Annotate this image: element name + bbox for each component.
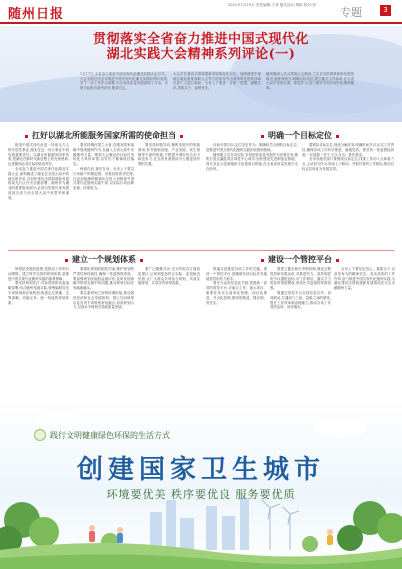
- article-paragraph: 目标引领方向,定位决定作为。明确科学合理的目标定位,是推进中国式现代化随州实践的前提和基础。: [206, 143, 298, 152]
- section-heading: 建设一个管控平台: [204, 254, 396, 265]
- article-paragraph: 推进中国式现代化是一项前无古人的开创性事业,湖北在这一伟大事业中肩负着重要责任。以湖北所能服务国家所需,是湖北在新时代新征程上的光荣使命,也是随州必须扛起的政治责任。: [8, 143, 69, 167]
- article-paragraph: 要建立健全督办考核机制,强化过程管控和结果运用,对推进有力、成效明显的予以通报表扬,对工作滞后、落实不力的及时督促整改,形成比学赶超的浓厚氛围。: [270, 267, 331, 291]
- article-paragraph: 全省奋力推进中国式现代化湖北实践大会,深刻阐述了湖北在全国大局中的地位和作用,对加快建设全国构建新发展格局先行区作出全面部署。随州作为湖北的重要组成部分,必须自觉把自身发展放到全省乃至全国大局中来思考和谋划。: [8, 166, 69, 200]
- heading-marker: [65, 259, 68, 262]
- heading-marker: [336, 259, 339, 262]
- article-paragraph: 要注重规划之间的协调衔接,推动国民经济和社会发展规划、国土空间规划以及各类专项规划有机融合,形成规划合力,以高水平规划引领高质量发展。: [73, 290, 134, 310]
- section-heading: 明确一个目标定位: [204, 130, 396, 141]
- article-paragraph: 使命在肩,重任在身。全市上下要以只争朝夕的紧迫感、舍我其谁的责任感,以更加饱满的精神状态投入到推进中国式现代化随州实践中来,以实际行动诠释忠诚、体现担当。: [73, 166, 134, 191]
- heading-marker: [261, 135, 264, 138]
- article-paragraph: 随州要立足自身实际,坚持把高质量发展作为首要任务,聚焦打造汉襄肱骨区域性中心城市,加快建设先进制造业基地、现代农业示范基地和文化旅游目的地,在全省高质量发展中走在前列。: [206, 152, 298, 171]
- heading-marker: [140, 259, 143, 262]
- article-paragraph: 要强化规划的刚性约束,维护规划的严肃性和权威性,确保一张蓝图管到底。要加强规划实施的监测评估,及时发现和解决规划实施中的问题,推动规划目标任务落地落实。: [73, 267, 134, 291]
- article-paragraph: 要坚持胸怀国之大者,在服务国家战略中展现随州作为,在融入全省大局中贡献随州力量。要把大会确定的目标任务转化为具体举措,以钉钉子精神抓好落实。: [73, 143, 134, 167]
- article-column: [8, 143, 69, 248]
- ad-subtitle: 践行文明健康绿色环保的生活方式: [50, 431, 170, 440]
- section-heading: 扛好以湖北所能服务国家所需的使命担当: [8, 130, 200, 141]
- ad-title: 创建国家卫生城市: [76, 455, 325, 485]
- article-column: [270, 267, 331, 389]
- article-paragraph: 全市上下要坚定信心、真抓实干,以奋发有为的精神状态、务实高效的工作作风,奋力推进中国式现代化随州实践,为湖北建设全国构建新发展格局先行区贡献随州力量。: [334, 267, 395, 291]
- article-column: [206, 267, 267, 389]
- section-heading: 建立一个规划体系: [8, 254, 200, 265]
- article-column: [8, 267, 69, 389]
- article-column: [138, 267, 200, 389]
- article-paragraph: 抓落实是推进各项工作的关键。建设一个管控平台,是确保各项目标任务落地见效的有力抓手。: [206, 267, 267, 281]
- article-column: [73, 267, 134, 389]
- heading-marker: [180, 135, 183, 138]
- heading-marker: [25, 135, 28, 138]
- article-paragraph: 要紧扣目标定位,细化分解任务,明确时间节点,压实工作责任,确保各项工作有序推进、落地见效。要坚持一张蓝图绘到底,一任接着一任干,久久为功、善作善成。: [302, 143, 394, 157]
- intro-paragraph: 大会对在建设全国构建新发展格局先行区、加快建成中部地区崛起重要战略支点等方面取得突出成绩的先进集体和先进个人进行表彰。全省上下要进一步统一思想、凝聚共识,真抓实干、奋勇争先。: [173, 72, 261, 90]
- proofreader-credit: 校对:刘: [303, 3, 316, 7]
- issue-date: 2021年1月19日: [228, 3, 255, 7]
- section-label: 专题: [340, 6, 362, 19]
- editor-credit: 责任编辑:王菲: [255, 3, 279, 7]
- feature-headline-line1: 贯彻落实全省奋力推进中国式现代化: [92, 32, 309, 47]
- feature-headline-line2: 湖北实践大会精神系列评论(一): [106, 47, 296, 62]
- article-paragraph: 要坚持规划先行,对标国家和省委战略部署,结合随州发展实际,统筹编制各类专项规划和区域规划,构建定位准确、边界清晰、功能互补、统一衔接的规划体系。: [8, 281, 69, 305]
- page-number: 3: [380, 5, 391, 16]
- skyline-icon: [150, 498, 249, 550]
- designer-credit: 版式设计:胡盼: [279, 3, 303, 7]
- ad-slogan: 环境要优美 秩序要优良 服务要优质: [106, 488, 296, 501]
- intro-paragraph: 1月17日,全省奋力推进中国式现代化湖北实践大会召开。大会全面总结全省推进中国式现代化湖北实践取得的成绩,对下一步工作作出部署,为全省高质量发展指明了方向。本报今起推出系列评论,敬请关注。: [80, 72, 168, 90]
- heading-marker: [261, 259, 264, 262]
- article-column: [206, 143, 298, 248]
- newspaper-logo: 随州日报: [8, 7, 65, 22]
- masthead: [0, 0, 402, 24]
- issue-meta: [228, 3, 338, 8]
- wind-turbine-icon: [262, 500, 299, 550]
- article-column: [138, 143, 200, 248]
- article-column: [334, 267, 395, 389]
- article-paragraph: 要广泛凝聚共识,充分听取各方面意见建议,让规划更加符合实际、更加贴近民意,让广大群众共同参与规划、共同实施规划、共同享有规划成果。: [138, 267, 200, 286]
- heading-marker: [336, 135, 339, 138]
- leaf-icon: [34, 429, 46, 441]
- article-paragraph: 规划是发展的蓝图,是推动工作的行动纲领。建立科学完善的规划体系,是推进中国式现代化随州实践的重要保障。: [8, 267, 69, 281]
- article-paragraph: 要通过管控平台实现信息共享、协同联动,打通部门之间、层级之间的壁垒,提升工作效率和治理能力,推动各项工作高效运转、闭环落实。: [270, 290, 331, 310]
- section-divider: [8, 250, 394, 251]
- article-paragraph: 全市各级各部门要围绕目标定位,找准工作切入点和着力点,主动担当作为,形成上下联动、齐抓共管的工作格局,推动目标定位转化为发展实绩。: [302, 157, 394, 171]
- intro-paragraph: 随州要深入学习贯彻大会精神,立足自身资源禀赋和发展基础,扛起使命担当,明确目标定位,建立健全工作体系,在全省大局中找准位置、彰显作为,奋力谱写中国式现代化随州篇章。: [266, 72, 354, 90]
- article-column: [73, 143, 134, 248]
- article-column: [302, 143, 394, 248]
- article-paragraph: 要坚持问题导向,聚焦发展中的短板弱项,补齐基础设施、产业发展、民生保障等方面的短板,不断提升城市综合实力和竞争力,在全省发展格局中占据更加有利的位置。: [138, 143, 200, 167]
- article-paragraph: 要充分运用信息化手段,搭建统一高效的管控平台,对重点工作、重大项目、重要任务实行清单化管理、项目化推进、节点化控制,做到底数清、情况明、责任实。: [206, 281, 267, 305]
